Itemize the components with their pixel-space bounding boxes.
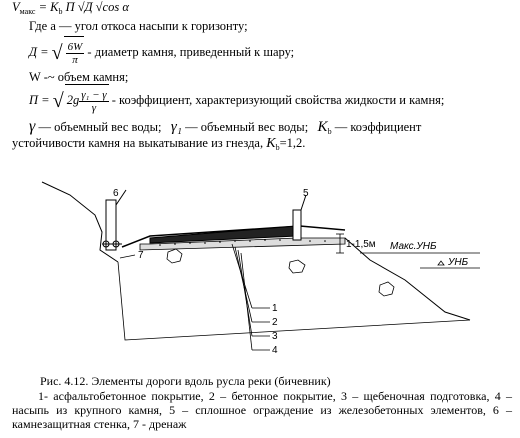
diameter-lhs: Д = [29, 45, 49, 59]
k-sub-2: b [275, 143, 280, 152]
large-stones [167, 249, 394, 296]
coef-text: - коэффициент, характеризующий свойства жидкости и камня; [111, 93, 445, 107]
sqrt-sign-2: √ [52, 90, 64, 113]
label-5: 5 [303, 188, 309, 199]
coef-prefix: 2g [66, 93, 80, 107]
concrete-barrier [293, 210, 301, 240]
label-4: 4 [272, 345, 278, 356]
label-3: 3 [272, 331, 278, 342]
unb-label: УНБ [448, 257, 469, 268]
formula-rhs: = K [38, 0, 59, 14]
label-7: 7 [138, 250, 144, 261]
gamma1-symbol: γ₁ [170, 119, 182, 135]
gamma-text-1: — объемный вес воды; [38, 120, 162, 134]
figure-caption-title: Рис. 4.12. Элементы дороги вдоль русла реки (бичевник) [40, 374, 331, 388]
diameter-den: π [72, 53, 78, 66]
coef-num: γ₁ − γ [81, 88, 107, 101]
foundation-outline [118, 262, 470, 340]
sqrt-sign: √ [51, 42, 63, 65]
label-2: 2 [272, 317, 278, 328]
formula-lhs: V [12, 0, 20, 14]
k-symbol: K [317, 119, 328, 135]
stone-protection-wall [106, 200, 116, 250]
formula-rhs-sub: b [58, 7, 63, 16]
k-sub: b [327, 127, 332, 136]
height-label: 1-1,5м [346, 239, 376, 250]
label-6: 6 [113, 188, 119, 199]
formula-lhs-sub: макс [19, 7, 36, 16]
k-symbol-2: K [266, 136, 276, 151]
formula-rest: П √Д √cos α [65, 0, 129, 14]
figure-caption-body: 1- асфальтобетонное покрытие, 2 – бетонное покрытие, 3 – щебеночная подготовка, 4 – насыпь из крупного камня, 5 – сплошное ограждение из железобетонных элементов, 6 – камнезащитная стенка, 7 - дренаж [12, 389, 512, 431]
coef-lhs: П = [29, 93, 50, 107]
gamma-text-3: — коэффициент [334, 120, 422, 134]
angle-line: Где а — угол откоса насыпи к горизонту; [29, 19, 248, 33]
diameter-text: - диаметр камня, приведенный к шару; [87, 45, 295, 59]
max-level-label: Макс.УНБ [390, 241, 437, 252]
gamma-symbol: γ [29, 118, 36, 135]
volume-line: W -~ объем камня; [29, 70, 129, 84]
k-value: =1,2. [279, 136, 306, 150]
label-1: 1 [272, 303, 278, 314]
stability-text: устойчивости камня на выкатывание из гнезда, [12, 136, 264, 150]
coef-den: γ [91, 101, 97, 114]
diameter-num: 6W [67, 40, 83, 53]
gamma-text-2: — объемный вес воды; [185, 120, 309, 134]
